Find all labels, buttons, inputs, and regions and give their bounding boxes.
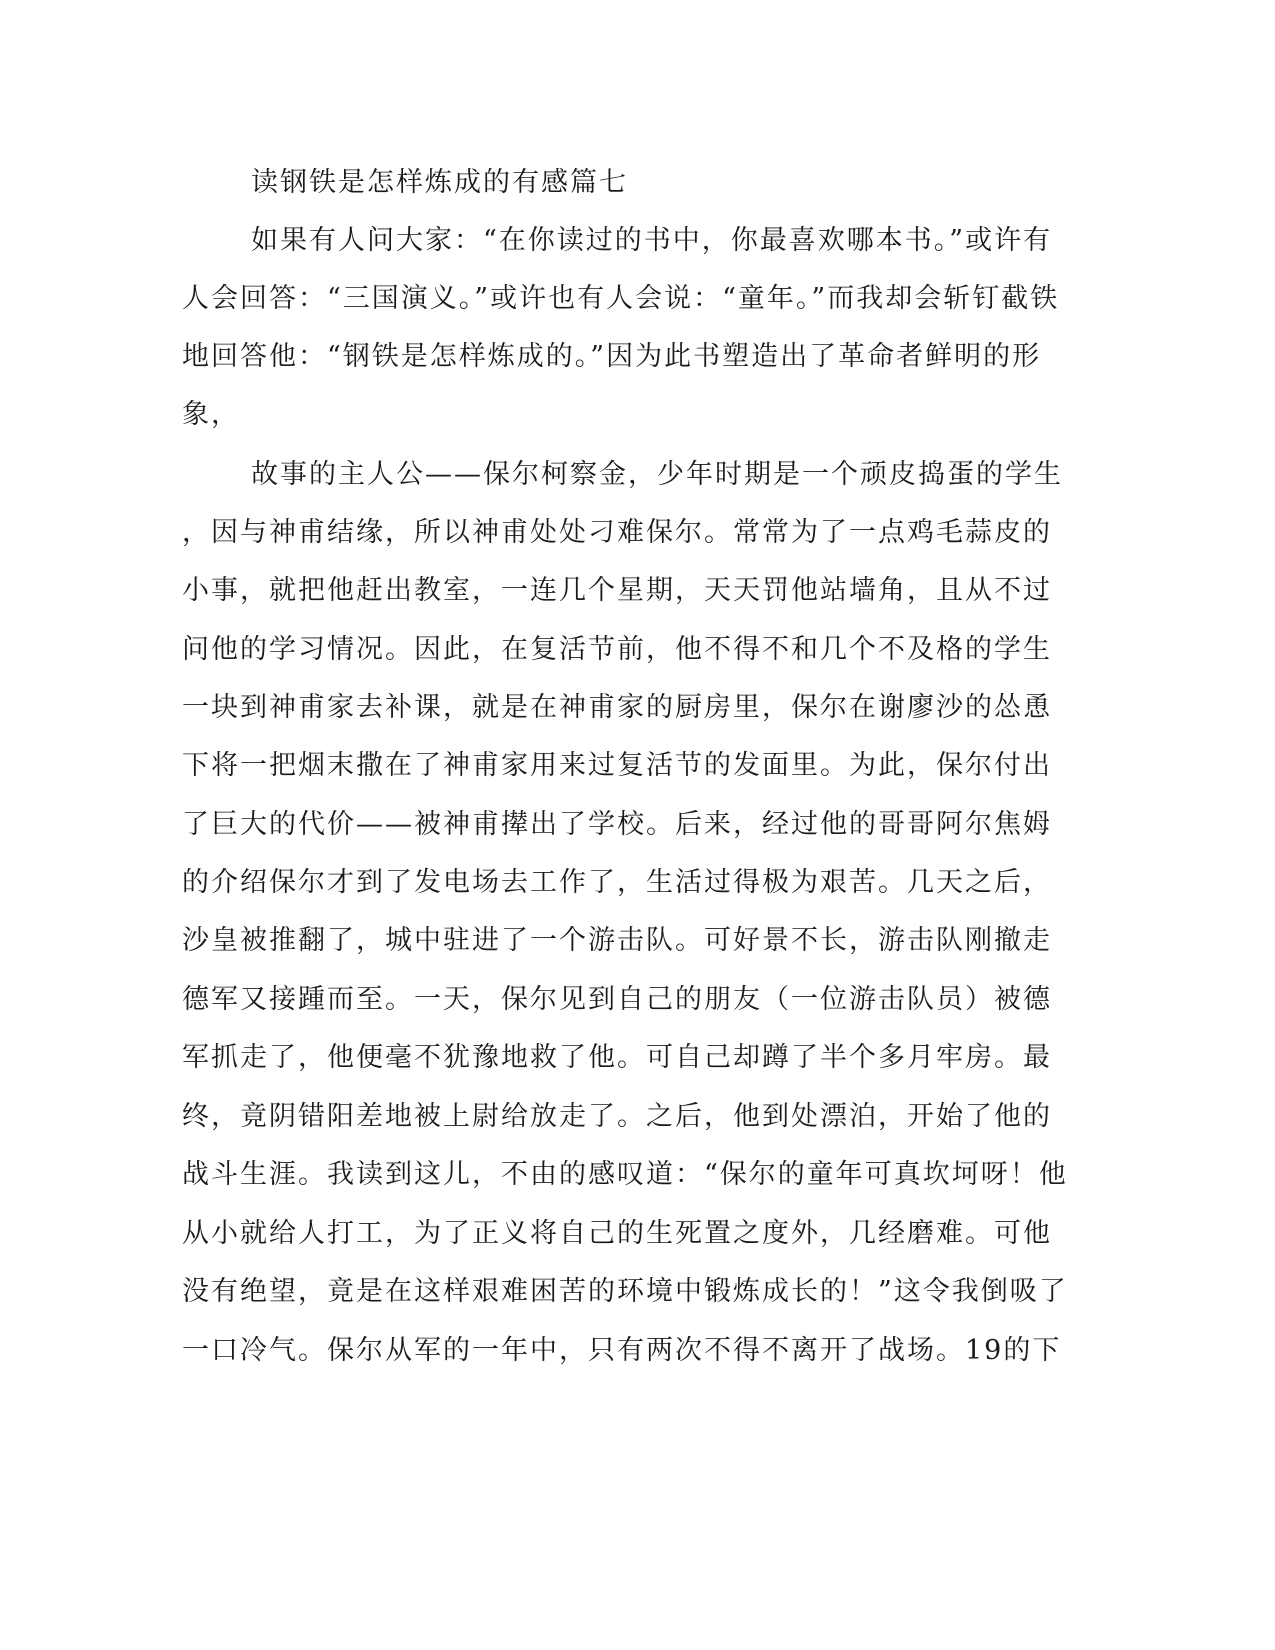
- text-line: 如果有人问大家：“在你读过的书中，你最喜欢哪本书。”或许有: [251, 225, 1053, 256]
- text-line: 一口冷气。保尔从军的一年中，只有两次不得不离开了战场。19的下: [182, 1335, 1062, 1366]
- text-line: 一块到神甫家去补课，就是在神甫家的厨房里，保尔在谢廖沙的怂恿: [182, 692, 1052, 723]
- text-line: 人会回答：“三国演义。”或许也有人会说：“童年。”而我却会斩钉截铁: [182, 283, 1060, 314]
- text-line: 了巨大的代价——被神甫撵出了学校。后来，经过他的哥哥阿尔焦姆: [182, 809, 1052, 840]
- text-line: 军抓走了，他便毫不犹豫地救了他。可自己却蹲了半个多月牢房。最: [182, 1042, 1052, 1073]
- text-line: 小事，就把他赶出教室，一连几个星期，天天罚他站墙角，且从不过: [182, 575, 1052, 606]
- text-line: 战斗生涯。我读到这儿，不由的感叹道：“保尔的童年可真坎坷呀！他: [182, 1159, 1068, 1190]
- text-line: 故事的主人公——保尔柯察金，少年时期是一个顽皮捣蛋的学生: [251, 459, 1063, 490]
- text-line: 的介绍保尔才到了发电场去工作了，生活过得极为艰苦。几天之后，: [182, 867, 1052, 898]
- text-line: 终，竟阴错阳差地被上尉给放走了。之后，他到处漂泊，开始了他的: [182, 1101, 1052, 1132]
- text-line: 问他的学习情况。因此，在复活节前，他不得不和几个不及格的学生: [182, 634, 1052, 665]
- text-line: 沙皇被推翻了，城中驻进了一个游击队。可好景不长，游击队刚撤走: [182, 925, 1052, 956]
- text-line: 德军又接踵而至。一天，保尔见到自己的朋友（一位游击队员）被德: [182, 984, 1052, 1015]
- text-line: 下将一把烟末撒在了神甫家用来过复活节的发面里。为此，保尔付出: [182, 750, 1052, 781]
- text-line: ，因与神甫结缘，所以神甫处处刁难保尔。常常为了一点鸡毛蒜皮的: [182, 517, 1052, 548]
- document-title: 读钢铁是怎样炼成的有感篇七: [251, 167, 628, 198]
- text-line: 象，: [182, 399, 240, 430]
- text-line: 从小就给人打工，为了正义将自己的生死置之度外，几经磨难。可他: [182, 1218, 1052, 1249]
- text-line: 没有绝望，竟是在这样艰难困苦的环境中锻炼成长的！”这令我倒吸了: [182, 1276, 1068, 1307]
- text-line: 地回答他：“钢铁是怎样炼成的。”因为此书塑造出了革命者鲜明的形: [182, 341, 1042, 372]
